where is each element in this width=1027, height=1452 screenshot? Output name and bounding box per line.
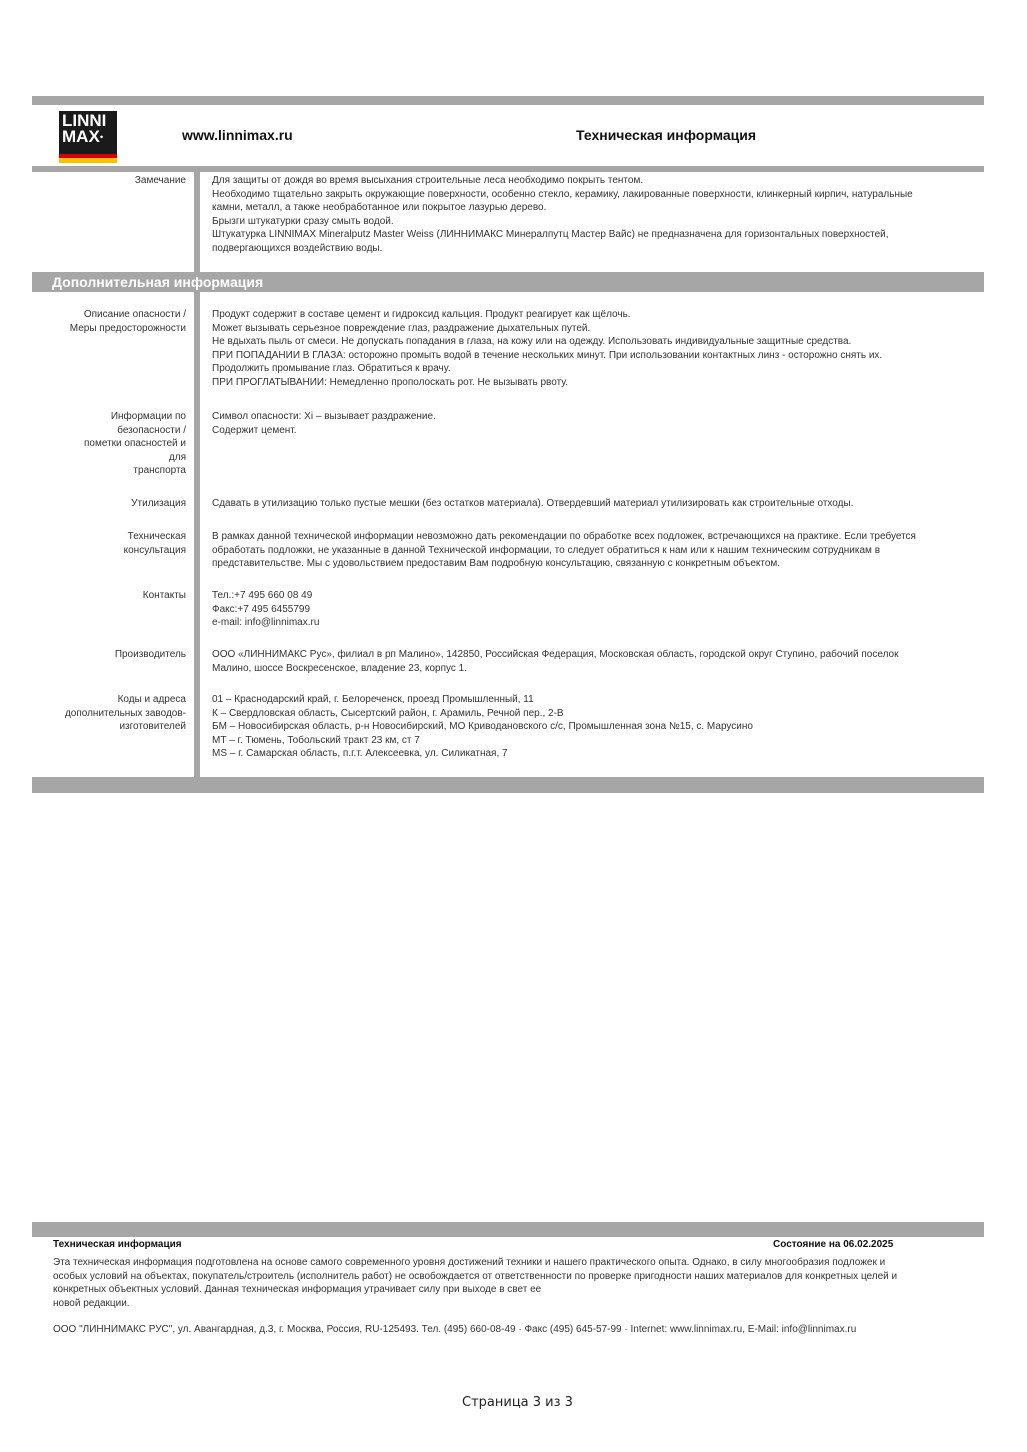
- content-line: К – Свердловская область, Сысертский район, г. Арамиль, Речной пер., 2-В: [212, 707, 564, 719]
- disclaimer-line: особых условий на объектах, покупатель/строитель (исполнитель работ) не освобождается от ответственности по проверке пригодности наших материалов для конкретных целей и: [53, 1270, 898, 1282]
- row-label: [32, 174, 186, 188]
- label-line: консультация: [123, 544, 186, 556]
- content-line: ПРИ ПОПАДАНИИ В ГЛАЗА: осторожно промыть водой в течение нескольких минут. При использовании контактных линз - осторожно снять их.: [212, 349, 883, 361]
- column-separator: [194, 172, 200, 272]
- row-content: [212, 497, 972, 511]
- label-line: изготовителей: [119, 721, 186, 733]
- row-content: [212, 648, 972, 675]
- content-line: представительстве. Мы с удовольствием предоставим Вам подробную консультацию, связанную с конкретным объектом.: [212, 558, 781, 570]
- row-label: [32, 410, 186, 478]
- label-line: для: [168, 451, 186, 463]
- content-line: МТ – г. Тюмень, Тобольский тракт 23 км, ст 7: [212, 734, 420, 746]
- note-line: Для защиты от дождя во время высыхания строительные леса необходимо покрыть тентом.: [212, 175, 644, 186]
- label-line: безопасности /: [117, 424, 186, 436]
- note-line: камни, металл, а также необработанное или покрытое лазурью дерево.: [212, 202, 547, 214]
- note-line: Необходимо тщательно закрыть окружающие поверхности, особенно стекло, керамику, лакированные поверхности, клинкерный кирпич, натуральные: [212, 188, 913, 200]
- content-line: ООО «ЛИННИМАКС Рус», филиал в рп Малино», 142850, Российская Федерация, Московская область, городской округ Ступино, рабочий поселок: [212, 649, 899, 660]
- label-line: Производитель: [114, 649, 186, 660]
- label-line: Информации по: [110, 411, 186, 422]
- label-line: дополнительных заводов-: [64, 707, 186, 719]
- note-line: подвергающихся воздействию воды.: [212, 242, 383, 254]
- row-content: [212, 693, 972, 761]
- disclaimer-line: Эта техническая информация подготовлена на основе самого современного уровня достижений техники и нашего практического опыта. Однако, в силу многообразия подложек и: [53, 1257, 886, 1268]
- logo-text-line-2: MAX: [62, 127, 100, 146]
- row-label: [32, 308, 186, 335]
- content-line: Малино, шоссе Воскресенское, владение 23, корпус 1.: [212, 662, 468, 674]
- content-line: Может вызывать серьезное повреждение глаз, раздражение дыхательных путей.: [212, 322, 591, 334]
- content-line: Продолжить промывание глаз. Обратиться к врачу.: [212, 363, 451, 375]
- row-label: [32, 648, 186, 662]
- contact-email[interactable]: e-mail: info@linnimax.ru: [212, 617, 320, 629]
- label-line: Меры предосторожности: [69, 322, 186, 334]
- content-line: Сдавать в утилизацию только пустые мешки (без остатков материала). Отвердевший материал утилизировать как строительные отходы.: [212, 498, 854, 509]
- note-line: Брызги штукатурки сразу смыть водой.: [212, 215, 394, 227]
- label-line: Контакты: [142, 590, 186, 601]
- row-content: [212, 589, 972, 630]
- content-line: 01 – Краснодарский край, г. Белореченск, проезд Промышленный, 11: [212, 694, 534, 705]
- row-content: [212, 174, 972, 256]
- column-separator: [194, 292, 200, 777]
- row-content: [212, 530, 972, 571]
- content-line: Содержит цемент.: [212, 424, 297, 436]
- section-end-bar: [32, 777, 984, 793]
- footer-company-info: ООО "ЛИННИМАКС РУС", ул. Авангардная, д.3, г. Москва, Россия, RU-125493. Тел. (495) 660-08-49 · Факс (495) 645-57-99 · Internet: www.linnimax.ru, E-Mail: info@linnimax.ru: [53, 1324, 857, 1335]
- page-title: Техническая информация: [576, 127, 757, 143]
- row-label: [32, 693, 186, 734]
- contact-fax: Факс:+7 495 6455799: [212, 603, 311, 615]
- footer-status-date: Состояние на 06.02.2025: [773, 1239, 894, 1250]
- section-title: Дополнительная информация: [52, 274, 264, 290]
- label-line: Описание опасности /: [83, 309, 186, 320]
- label-line: Техническая: [127, 531, 186, 542]
- header-divider-bar: [32, 166, 984, 172]
- logo-text-line-1: LINNI: [62, 111, 107, 130]
- disclaimer-line: новой редакции.: [53, 1297, 130, 1309]
- top-divider-bar: [32, 96, 984, 105]
- content-line: Не вдыхать пыль от смеси. Не допускать попадания в глаза, на кожу или на одежду. Использовать индивидуальные защитные средства.: [212, 336, 852, 348]
- label-line: Коды и адреса: [117, 694, 186, 705]
- content-line: Продукт содержит в составе цемент и гидроксид кальция. Продукт реагирует как щёлочь.: [212, 309, 631, 320]
- row-content: [212, 308, 972, 390]
- note-line: Штукатурка LINNIMAX Mineralputz Master Weiss (ЛИННИМАКС Минералпутц Мастер Вайс) не предназначена для горизонтальных поверхностей,: [212, 229, 889, 241]
- row-label: [32, 530, 186, 557]
- content-line: БМ – Новосибирская область, р-н Новосибирский, МО Криводановского с/с, Промышленная зона №15, с. Марусино: [212, 721, 753, 733]
- label-line: транспорта: [133, 465, 186, 477]
- content-line: MS – г. Самарская область, п.г.т. Алексеевка, ул. Силикатная, 7: [212, 748, 508, 760]
- footer-disclaimer: [53, 1256, 973, 1310]
- content-line: Символ опасности: Xi – вызывает раздражение.: [212, 411, 436, 422]
- footer-title: Техническая информация: [53, 1239, 182, 1250]
- page-number: Страница 3 из 3: [462, 1395, 573, 1410]
- contact-phone: Тел.:+7 495 660 08 49: [212, 590, 313, 601]
- label-line: Утилизация: [131, 498, 186, 509]
- content-line: ПРИ ПРОГЛАТЫВАНИИ: Немедленно прополоскать рот. Не вызывать рвоту.: [212, 376, 569, 388]
- disclaimer-line: конкретных объектных условий. Данная техническая информация утрачивает силу при выходе в свет ее: [53, 1284, 542, 1296]
- row-label: [32, 497, 186, 511]
- content-line: В рамках данной технической информации невозможно дать рекомендации по обработке всех подложек, встречающихся на практике. Если требуется: [212, 531, 916, 542]
- row-content: [212, 410, 972, 437]
- note-label: Замечание: [134, 175, 186, 186]
- row-label: [32, 589, 186, 603]
- website-link[interactable]: www.linnimax.ru: [182, 127, 293, 143]
- label-line: пометки опасностей и: [83, 438, 186, 450]
- linnimax-logo: LINNI MAX●: [59, 111, 117, 163]
- logo-stripe-gold: [59, 158, 117, 163]
- content-line: обработать подложки, не указанные в данной Технической информации, то следует обратиться к нам или к нашим техническим сотрудникам в: [212, 544, 881, 556]
- footer-divider-bar: [32, 1222, 984, 1237]
